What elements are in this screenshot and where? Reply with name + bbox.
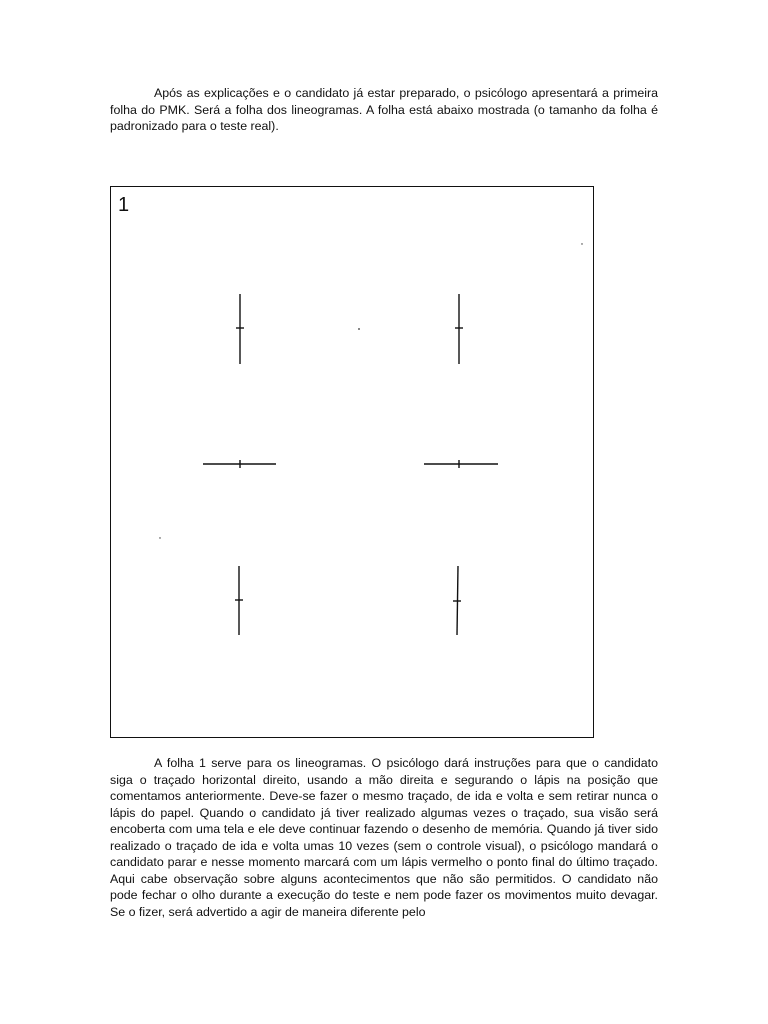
vertical-line-bottom-left (235, 566, 243, 635)
vertical-line-top-right (455, 294, 463, 364)
sheet-number: 1 (118, 194, 130, 216)
stray-dot (581, 243, 582, 244)
lineogram-drawing (111, 187, 595, 739)
vertical-line-bottom-right (453, 566, 461, 635)
stray-dot (159, 537, 160, 538)
horizontal-line-middle-left (203, 460, 276, 468)
pmk-sheet-figure (110, 186, 594, 738)
intro-paragraph: Após as explicações e o candidato já estar preparado, o psicólogo apresentará a primeira folha do PMK. Será a folha dos lineogramas. A folha está abaixo mostrada (o tamanho da folha é padronizado para o teste real). (110, 86, 658, 133)
vertical-line-top-left (236, 294, 244, 364)
horizontal-line-middle-right (424, 460, 498, 468)
body-paragraph: A folha 1 serve para os lineogramas. O psicólogo dará instruções para que o candidato siga o traçado horizontal direito, usando a mão direita e segurando o lápis na posição que comentamos anteriormente. Deve-se fazer o mesmo traçado, de ida e volta e sem retirar nunca o lápis do papel. Quando o candidato já tiver realizado algumas vezes o traçado, sua visão será encoberta com uma tela e ele deve continuar fazendo o desenho de memória. Quando já tiver sido realizado o traçado de ida e volta umas 10 vezes (sem o controle visual), o psicólogo mandará o candidato parar e nesse momento marcará com um lápis vermelho o ponto final do último traçado. Aqui cabe observação sobre alguns acontecimentos que não são permitidos. O candidato não pode fechar o olho durante a execução do teste e nem pode fazer os movimentos muito devagar. Se o fizer, será advertido a agir de maneira diferente pelo (110, 756, 658, 919)
stray-dot (358, 328, 360, 330)
